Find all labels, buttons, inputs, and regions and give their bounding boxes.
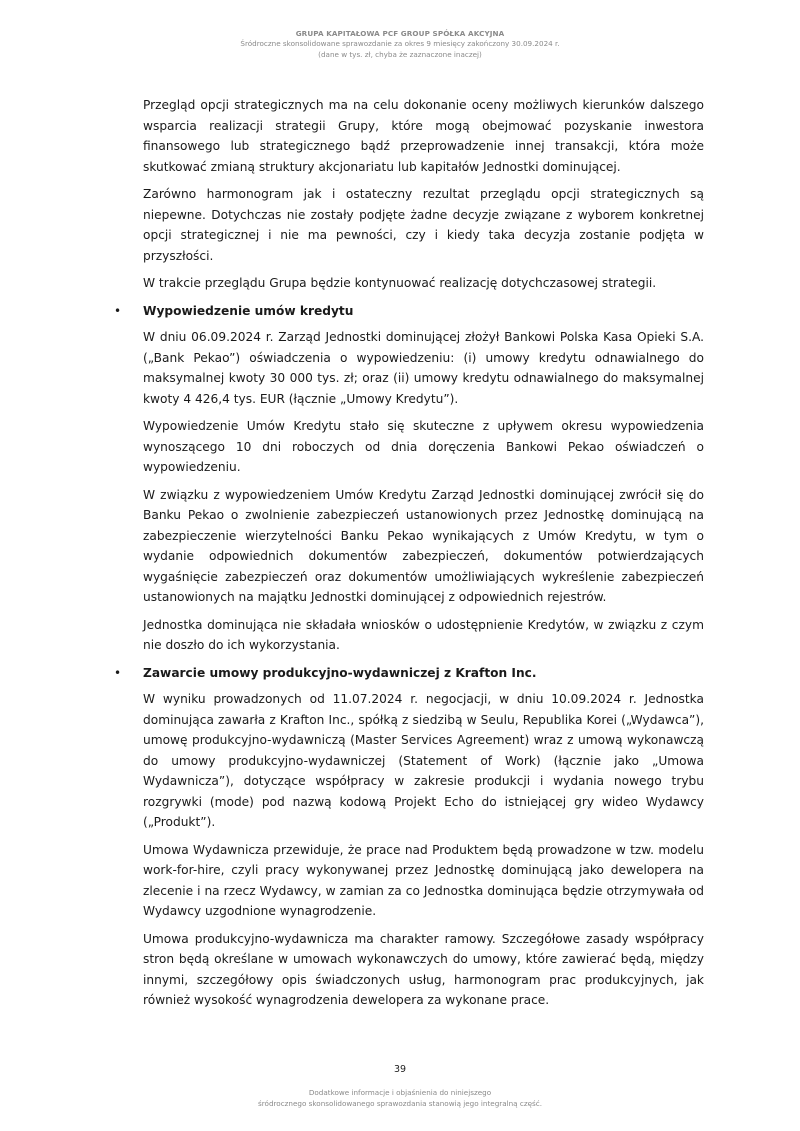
footer-line: Dodatkowe informacje i objaśnienia do niniejszego bbox=[308, 1088, 492, 1097]
paragraph: Zarówno harmonogram jak i ostateczny rezultat przeglądu opcji strategicznych są niepewne. Dotychczas nie zostały podjęte żadne decyzje związane z wyborem konkretnej opcji strategicznej i nie ma pewności, czy i kiedy taka decyzja zostanie podjęta w przyszłości. bbox=[143, 187, 704, 263]
page-number: 39 bbox=[393, 1064, 407, 1075]
paragraph: Umowa produkcyjno-wydawnicza ma charakter ramowy. Szczegółowe zasady współpracy stron będą określane w umowach wykonawczych do umowy, które zawierać będą, między innymi, szczegółowy opis świadczonych usług, harmonogram prac produkcyjnych, jak również wysokość wynagrodzenia dewelopera za wykonane prace. bbox=[143, 931, 704, 1007]
paragraph: Jednostka dominująca nie składała wniosków o udostępnienie Kredytów, w związku z czym nie doszło do ich wykorzystania. bbox=[143, 617, 704, 652]
header-company-name: GRUPA KAPITAŁOWA PCF GROUP SPÓŁKA AKCYJNA bbox=[295, 29, 505, 38]
header-units-note: (dane w tys. zł, chyba że zaznaczone inaczej) bbox=[318, 49, 482, 59]
page-footer bbox=[0, 1088, 800, 1109]
section-heading-text: Wypowiedzenie umów kredytu bbox=[143, 303, 354, 318]
page-header bbox=[0, 29, 800, 60]
section-heading-text: Zawarcie umowy produkcyjno-wydawniczej z Krafton Inc. bbox=[143, 665, 537, 680]
bullet-icon: • bbox=[114, 665, 122, 680]
document-body bbox=[114, 95, 704, 1018]
paragraph: Przegląd opcji strategicznych ma na celu dokonanie oceny możliwych kierunków dalszego wsparcia realizacji strategii Grupy, które mogą obejmować pozyskanie inwestora finansowego lub strategicznego bądź przeprowadzenie innej transakcji, która może skutkować zmianą struktury akcjonariatu lub kapitałów Jednostki dominującej. bbox=[143, 98, 704, 174]
header-report-title: Śródroczne skonsolidowane sprawozdanie za okres 9 miesięcy zakończony 30.09.2024 r. bbox=[240, 39, 560, 48]
footer-line: śródrocznego skonsolidowanego sprawozdania stanowią jego integralną część. bbox=[258, 1098, 542, 1108]
paragraph: W związku z wypowiedzeniem Umów Kredytu Zarząd Jednostki dominującej zwrócił się do Banku Pekao o zwolnienie zabezpieczeń ustanowionych przez Jednostkę dominującą na zabezpieczenie wierzytelności Banku Pekao wynikających z Umów Kredytu, w tym o wydanie odpowiednich dokumentów zabezpieczeń, dokumentów potwierdzających wygaśnięcie zabezpieczeń oraz dokumentów umożliwiających wykreślenie zabezpieczeń ustanowionych na majątku Jednostki dominującej z odpowiednich rejestrów. bbox=[143, 487, 704, 604]
section-heading-krafton-agreement bbox=[114, 663, 704, 684]
paragraph: Wypowiedzenie Umów Kredytu stało się skuteczne z upływem okresu wypowiedzenia wynoszącego 10 dni roboczych od dnia doręczenia Bankowi Pekao oświadczeń o wypowiedzeniu. bbox=[143, 419, 704, 474]
paragraph: Umowa Wydawnicza przewiduje, że prace nad Produktem będą prowadzone w tzw. modelu work-for-hire, czyli pracy wykonywanej przez Jednostkę dominującą jako dewelopera na zlecenie i na rzecz Wydawcy, w zamian za co Jednostka dominująca będzie otrzymywała od Wydawcy uzgodnione wynagrodzenie. bbox=[143, 842, 704, 918]
section-heading-credit-termination bbox=[114, 301, 704, 322]
paragraph: W wyniku prowadzonych od 11.07.2024 r. negocjacji, w dniu 10.09.2024 r. Jednostka dominująca zawarła z Krafton Inc., spółką z siedzibą w Seulu, Republika Korei („Wydawca”), umowę produkcyjno-wydawniczą (Master Services Agreement) wraz z umową wykonawczą do umowy produkcyjno-wydawniczej (Statement of Work) (łącznie jako „Umowa Wydawnicza”), dotyczące współpracy w zakresie produkcji i wydania nowego trybu rozgrywki (mode) pod nazwą kodową Projekt Echo do istniejącej gry wideo Wydawcy („Produkt”). bbox=[143, 692, 704, 829]
bullet-icon: • bbox=[114, 303, 122, 318]
paragraph: W dniu 06.09.2024 r. Zarząd Jednostki dominującej złożył Bankowi Polska Kasa Opieki S.A. („Bank Pekao”) oświadczenia o wypowiedzeniu: (i) umowy kredytu odnawialnego do maksymalnej kwoty 30 000 tys. zł; oraz (ii) umowy kredytu odnawialnego do maksymalnej kwoty 4 426,4 tys. EUR (łącznie „Umowy Kredytu”). bbox=[143, 330, 704, 406]
paragraph: W trakcie przeglądu Grupa będzie kontynuować realizację dotychczasowej strategii. bbox=[143, 276, 657, 290]
